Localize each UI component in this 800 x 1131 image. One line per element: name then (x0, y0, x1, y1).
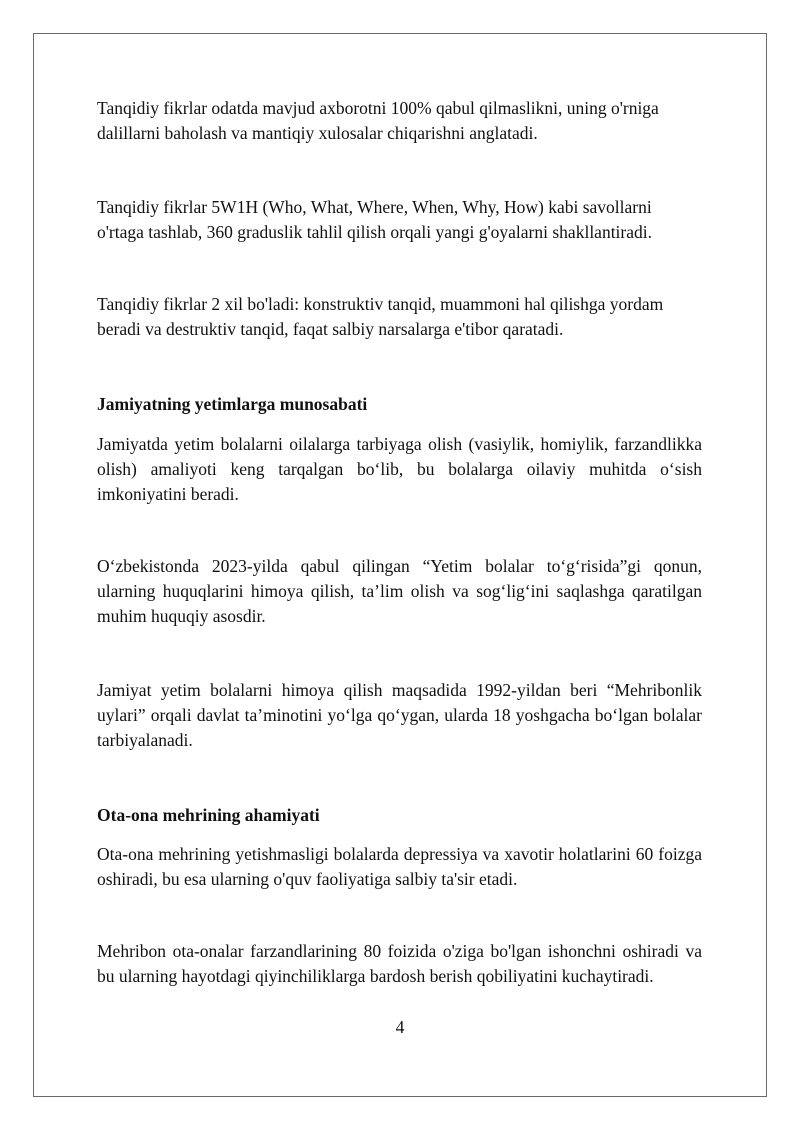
paragraph: Tanqidiy fikrlar 2 xil bo'ladi: konstruktiv tanqid, muammoni hal qilishga yordam beradi va destruktiv tanqid, faqat salbiy narsalarga e'tibor qaratadi. (97, 294, 664, 339)
paragraph: O‘zbekistonda 2023-yilda qabul qilingan “Yetim bolalar to‘g‘risida”gi qonun, ularning huquqlarini himoya qilish, ta’lim olish va sog‘lig‘ini saqlashga qaratilgan muhim huquqiy asosdir. (97, 556, 702, 626)
section-heading: Ota-ona mehrining ahamiyati (97, 805, 320, 825)
paragraph: Tanqidiy fikrlar 5W1H (Who, What, Where, When, Why, How) kabi savollarni o'rtaga tashlab, 360 graduslik tahlil qilish orqali yangi g'oyalarni shakllantiradi. (97, 197, 653, 242)
paragraph: Ota-ona mehrining yetishmasligi bolalarda depressiya va xavotir holatlarini 60 foizga oshiradi, bu esa ularning o'quv faoliyatiga salbiy ta'sir etadi. (97, 844, 702, 889)
paragraph: Jamiyatda yetim bolalarni oilalarga tarbiyaga olish (vasiylik, homiylik, farzandlikka olish) amaliyoti keng tarqalgan bo‘lib, bu bolalarga oilaviy muhitda o‘sish imkoniyatini beradi. (97, 434, 702, 504)
page-number: 4 (395, 1017, 405, 1037)
section-heading: Jamiyatning yetimlarga munosabati (97, 394, 368, 414)
paragraph: Tanqidiy fikrlar odatda mavjud axborotni 100% qabul qilmaslikni, uning o'rniga dalillarni baholash va mantiqiy xulosalar chiqarishni anglatadi. (97, 98, 659, 143)
paragraph: Mehribon ota-onalar farzandlarining 80 foizida o'ziga bo'lgan ishonchni oshiradi va bu ularning hayotdagi qiyinchiliklarga bardosh berish qobiliyatini kuchaytiradi. (97, 941, 702, 986)
paragraph: Jamiyat yetim bolalarni himoya qilish maqsadida 1992-yildan beri “Mehribonlik uylari” orqali davlat ta’minotini yo‘lga qo‘ygan, ularda 18 yoshgacha bo‘lgan bolalar tarbiyalanadi. (97, 680, 702, 750)
